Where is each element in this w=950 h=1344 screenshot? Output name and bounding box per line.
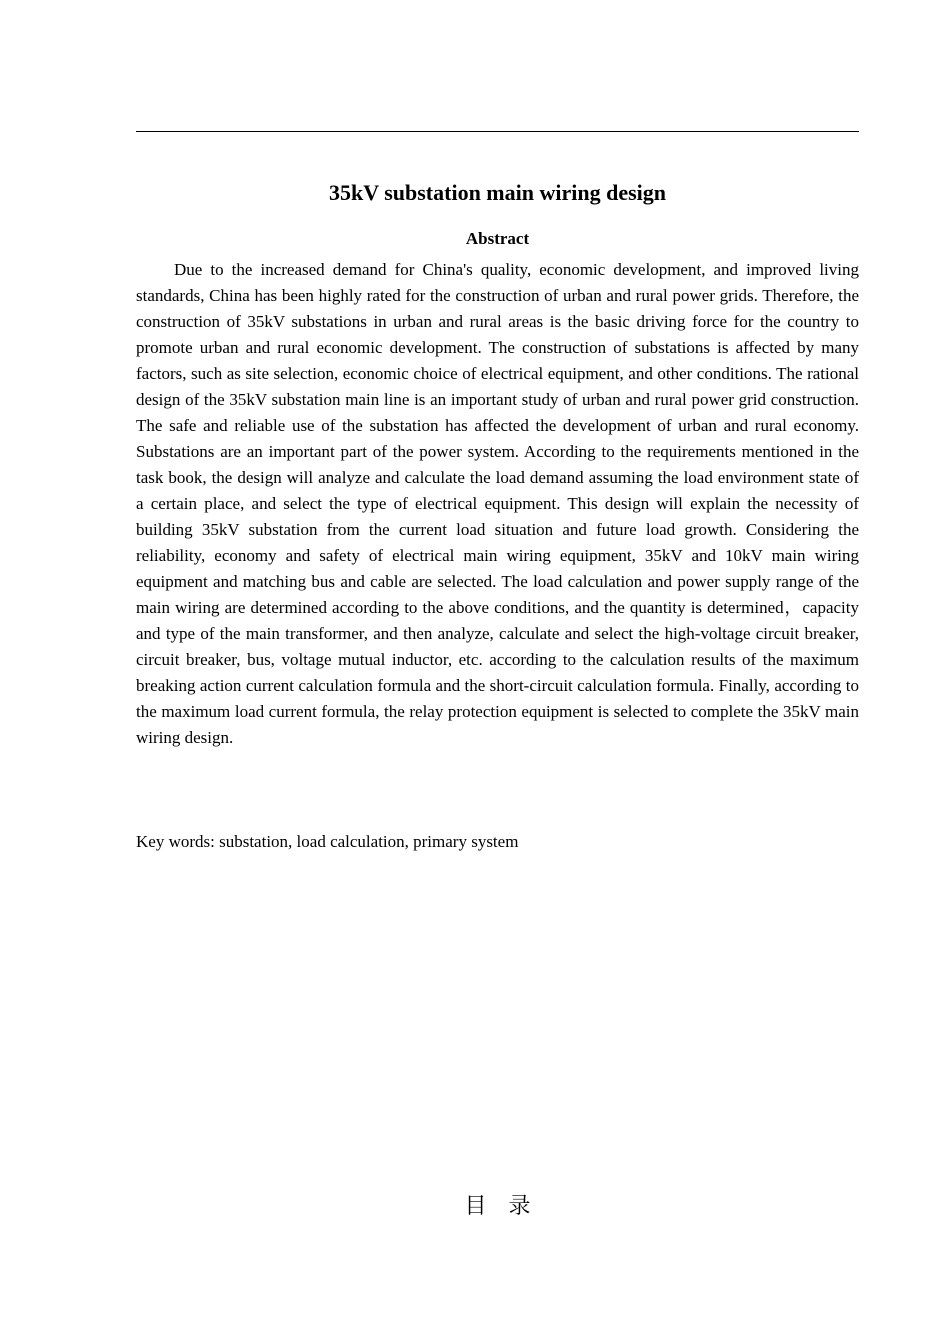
abstract-body: Due to the increased demand for China's quality, economic development, and improved living standards, China has been highly rated for the construction of urban and rural power grids. Therefore, the construction of 35kV substations in urban and rural areas is the basic driving force for the country to promote urban and rural economic development. The construction of substations is affected by many factors, such as site selection, economic choice of electrical equipment, and other conditions. The rational design of the 35kV substation main line is an important study of urban and rural power grid construction. The safe and reliable use of the substation has affected the development of urban and rural economy. Substations are an important part of the power system. According to the requirements mentioned in the task book, the design will analyze and calculate the load demand assuming the load environment state of a certain place, and select the type of electrical equipment. This design will explain the necessity of building 35kV substation from the current load situation and future load growth. Considering the reliability, economy and safety of electrical main wiring equipment, 35kV and 10kV main wiring equipment and matching bus and cable are selected. The load calculation and power supply range of the main wiring are determined according to the above conditions, and the quantity is determined，capacity and type of the main transformer, and then analyze, calculate and select the high-voltage circuit breaker, circuit breaker, bus, voltage mutual inductor, etc. according to the calculation results of the maximum breaking action current calculation formula and the short-circuit calculation formula. Finally, according to the maximum load current formula, the relay protection equipment is selected to complete the 35kV main wiring design. xyxy=(136,260,859,747)
header-rule xyxy=(136,131,859,132)
document-title: 35kV substation main wiring design xyxy=(328,180,666,205)
keywords-line: Key words: substation, load calculation, primary system xyxy=(136,832,519,851)
abstract-heading: Abstract xyxy=(465,229,530,248)
table-of-contents-heading: 目录 xyxy=(464,1194,553,1219)
